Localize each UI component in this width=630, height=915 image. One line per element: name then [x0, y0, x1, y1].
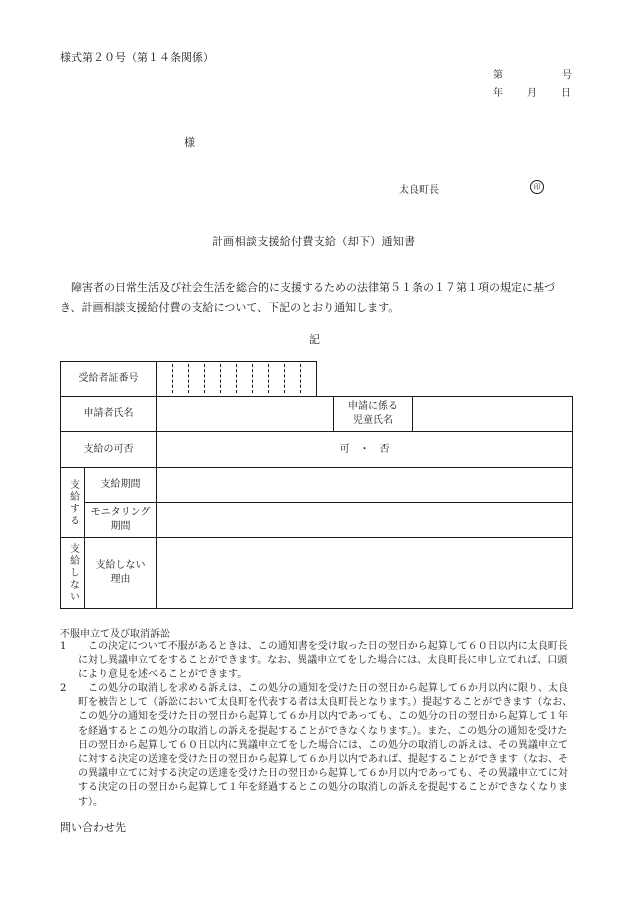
- table-rule: [60, 608, 572, 609]
- doc-number-suffix: 号: [562, 70, 572, 81]
- digit-separator: [172, 364, 173, 393]
- form-number: 様式第２０号（第１４条関係）: [60, 51, 214, 64]
- digit-separator: [236, 364, 237, 393]
- digit-separator: [284, 364, 285, 393]
- document-title: 計画相談支援給付費支給（却下）通知書: [212, 235, 416, 248]
- group-grant-label: 支給する: [67, 478, 79, 527]
- table-rule: [316, 361, 317, 396]
- applicant-name-label: 申請者氏名: [83, 408, 134, 419]
- date-year: 年: [493, 88, 503, 99]
- note-text: この決定について不服があるときは、この通知書を受け取った日の翌日から起算して６０日以内に太良町長に対し異議申立てをすることができます。なお、異議申立てをした場合には、太良町長に申し立てれば、口頭により意見を述べることができます。: [78, 641, 568, 681]
- issuer-name: 太良町長: [399, 185, 439, 196]
- date-day: 日: [561, 88, 571, 99]
- note-item: [60, 640, 574, 683]
- recipient-cert-label: 受給者証番号: [78, 373, 139, 384]
- digit-separator: [300, 364, 301, 393]
- seal-mark: 印: [530, 180, 544, 194]
- addressee-honorific: 様: [184, 136, 195, 149]
- deny-reason-field[interactable]: [157, 538, 572, 608]
- intro-paragraph: [60, 278, 574, 318]
- digit-separator: [204, 364, 205, 393]
- period-label: 支給期間: [100, 479, 141, 490]
- period-field[interactable]: [157, 468, 572, 502]
- contact-heading: 問い合わせ先: [60, 821, 126, 834]
- digit-separator: [220, 364, 221, 393]
- monitoring-field[interactable]: [157, 503, 572, 537]
- approval-label: 支給の可否: [83, 443, 134, 455]
- child-name-field[interactable]: [413, 397, 572, 431]
- ki-heading: 記: [309, 333, 320, 346]
- group-deny-label: 支給しない: [67, 543, 79, 603]
- applicant-name-field[interactable]: [157, 397, 333, 431]
- digit-separator: [252, 364, 253, 393]
- intro-text: 障害者の日常生活及び社会生活を総合的に支援するための法律第５１条の１７第１項の規定に基づき、計画相談支援給付費の支給について、下記のとおり通知します。: [60, 281, 555, 314]
- notes-title: 不服申立て及び取消訴訟: [60, 629, 170, 640]
- doc-number-prefix: 第: [493, 70, 503, 81]
- note-number: 2: [60, 683, 67, 694]
- note-number: 1: [60, 641, 67, 652]
- note-text: この処分の取消しを求める訴えは、この処分の通知を受けた日の翌日から起算して６か月以内に限り、太良町を被告として（訴訟において太良町を代表する者は太良町長となります。）提起することができます（なお、この処分の通知を受けた日の翌日から起算して６か月以内であっても、この処分の日の翌日から起算して１年を経過するとこの処分の取消しの訴えを提起することができなくなります。）。また、この処分の通知を受けた日の翌日から起算して６０日以内に異議申立てをした場合には、この処分の取消しの訴えは、その異議申立てに対する決定の送達を受けた日の翌日から起算して６か月以内であれば、提起することができます（なお、その異議申立てに対する決定の送達を受けた日の翌日から起算して６か月以内であっても、その異議申立てに対する決定の日の翌日から起算して１年を経過するとこの処分の取消しの訴えを提起することができなくなります）。: [78, 683, 573, 808]
- child-name-label: 申請に係る児童氏名: [348, 401, 398, 426]
- digit-separator: [188, 364, 189, 393]
- table-rule: [333, 396, 334, 431]
- note-item: [60, 682, 574, 810]
- digit-separator: [268, 364, 269, 393]
- date-month: 月: [527, 88, 537, 99]
- deny-reason-label: 支給しない理由: [95, 560, 146, 585]
- approval-options: 可 ・ 否: [339, 443, 390, 455]
- table-rule: [572, 396, 573, 609]
- monitoring-label: モニタリング期間: [90, 507, 151, 532]
